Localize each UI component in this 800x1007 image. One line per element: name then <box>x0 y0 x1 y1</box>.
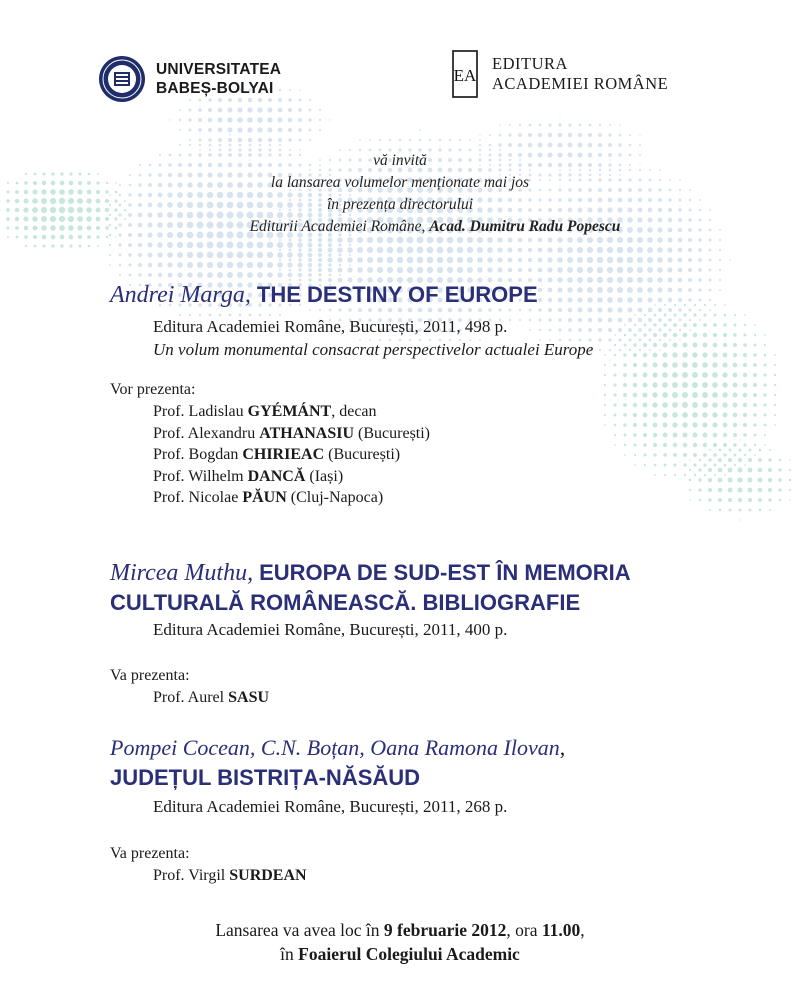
book-3-title: JUDEȚUL BISTRIȚA-NĂSĂUD <box>110 765 421 790</box>
presenter-suffix: (București) <box>324 446 401 463</box>
invitation-text <box>0 150 800 238</box>
university-logo <box>98 55 281 103</box>
publisher-ea-mark-icon <box>452 50 478 98</box>
book-1-presenter-row <box>153 466 430 488</box>
event-details <box>0 918 800 966</box>
university-name <box>156 60 281 98</box>
book-2-presenting-label: Va prezenta: <box>110 667 190 684</box>
book-3-heading-line-2 <box>110 763 420 793</box>
book-1-author: Andrei Marga, <box>110 282 251 308</box>
publisher-name-line1: EDITURA <box>492 54 568 73</box>
presenter-prefix: Prof. Wilhelm <box>153 467 248 485</box>
event-time: 11.00 <box>541 920 581 940</box>
invitation-line-4 <box>0 216 800 238</box>
presenter-surname: GYÉMÁNT <box>247 403 332 420</box>
event-venue: Foaierul Colegiului Academic <box>298 944 520 964</box>
event-venue-line <box>0 942 800 966</box>
presenter-prefix: Prof. Nicolae <box>153 489 243 506</box>
book-1-presenter-row <box>153 487 430 509</box>
book-3-presenter-surname: SURDEAN <box>229 867 307 884</box>
book-3-authors: Pompei Cocean, C.N. Boțan, Oana Ramona Ilovan <box>110 735 560 760</box>
book-1-publisher: Editura Academiei Române, București, 2011, 498 p. <box>153 317 508 336</box>
book-2-title-line-1: EUROPA DE SUD-EST ÎN MEMORIA <box>259 560 631 585</box>
book-1-presenter-row <box>153 423 430 445</box>
book-1-tagline: Un volum monumental consacrat perspectivelor actualei Europe <box>153 340 594 359</box>
presenter-surname: DANCĂ <box>247 467 306 485</box>
book-2-presenter-row <box>153 687 269 709</box>
book-3-presenter-prefix: Prof. Virgil <box>153 867 230 884</box>
book-2-presenter-prefix: Prof. Aurel <box>153 689 229 706</box>
book-1-presenter-row <box>153 444 430 466</box>
book-2-presenter <box>153 687 269 709</box>
publisher-name <box>492 54 668 94</box>
invitation-line-2: la lansarea volumelor menționate mai jos <box>270 174 530 191</box>
book-1-heading <box>110 280 538 310</box>
book-3-presenting-label: Va prezenta: <box>110 845 190 862</box>
invitation-line-3: în prezența directorului <box>326 196 474 213</box>
director-name: Acad. Dumitru Radu Popescu <box>429 218 621 235</box>
presenter-prefix: Prof. Bogdan <box>153 446 243 463</box>
invitation-line-1: vă invită <box>373 152 427 169</box>
book-2-heading <box>110 558 631 588</box>
book-3-presenter-row <box>153 865 307 887</box>
book-3-publisher: Editura Academiei Române, București, 2011, 268 p. <box>153 797 508 816</box>
book-1-presenting-label: Vor prezenta: <box>110 381 196 398</box>
book-3-presenter <box>153 865 307 887</box>
book-2-presenter-surname: SASU <box>228 689 270 706</box>
presenter-suffix: , decan <box>331 403 377 420</box>
event-date-line <box>0 918 800 942</box>
university-seal-icon <box>98 55 146 103</box>
book-2-author: Mircea Muthu, <box>110 560 254 586</box>
publisher-logo <box>452 50 668 98</box>
university-name-line2: BABEȘ-BOLYAI <box>156 80 274 97</box>
event-date: 9 februarie 2012 <box>383 920 507 940</box>
presenter-surname: ATHANASIU <box>259 424 355 442</box>
book-1-presenter-row <box>153 401 430 423</box>
svg-text:EA: EA <box>453 66 477 85</box>
invitation-line-4-prefix: Editurii Academiei Române, <box>249 218 430 235</box>
presenter-surname: CHIRIEAC <box>242 446 325 463</box>
event-line-prefix: Lansarea va avea loc în <box>215 920 384 940</box>
publisher-name-line2: ACADEMIEI ROMÂNE <box>492 74 669 93</box>
event-line-suffix: , <box>580 920 585 940</box>
book-2-publisher: Editura Academiei Române, București, 2011, 400 p. <box>153 620 508 639</box>
book-2-title-line-2: CULTURALĂ ROMÂNEASCĂ. BIBLIOGRAFIE <box>110 590 581 615</box>
presenter-suffix: (București) <box>354 424 431 442</box>
presenter-suffix: (Iași) <box>305 467 344 485</box>
event-venue-prefix: în <box>280 944 299 964</box>
presenter-prefix: Prof. Alexandru <box>153 424 260 442</box>
book-2-heading-line-2 <box>110 588 580 618</box>
event-line-mid: , ora <box>506 920 542 940</box>
presenter-suffix: (Cluj-Napoca) <box>286 489 384 506</box>
university-name-line1: UNIVERSITATEA <box>156 61 282 78</box>
presenter-surname: PĂUN <box>242 489 287 506</box>
book-3-authors-comma: , <box>559 735 566 760</box>
presenter-prefix: Prof. Ladislau <box>153 403 248 420</box>
book-1-presenters-list <box>153 401 430 509</box>
book-1-title: THE DESTINY OF EUROPE <box>256 282 538 307</box>
book-3-heading <box>110 733 565 763</box>
